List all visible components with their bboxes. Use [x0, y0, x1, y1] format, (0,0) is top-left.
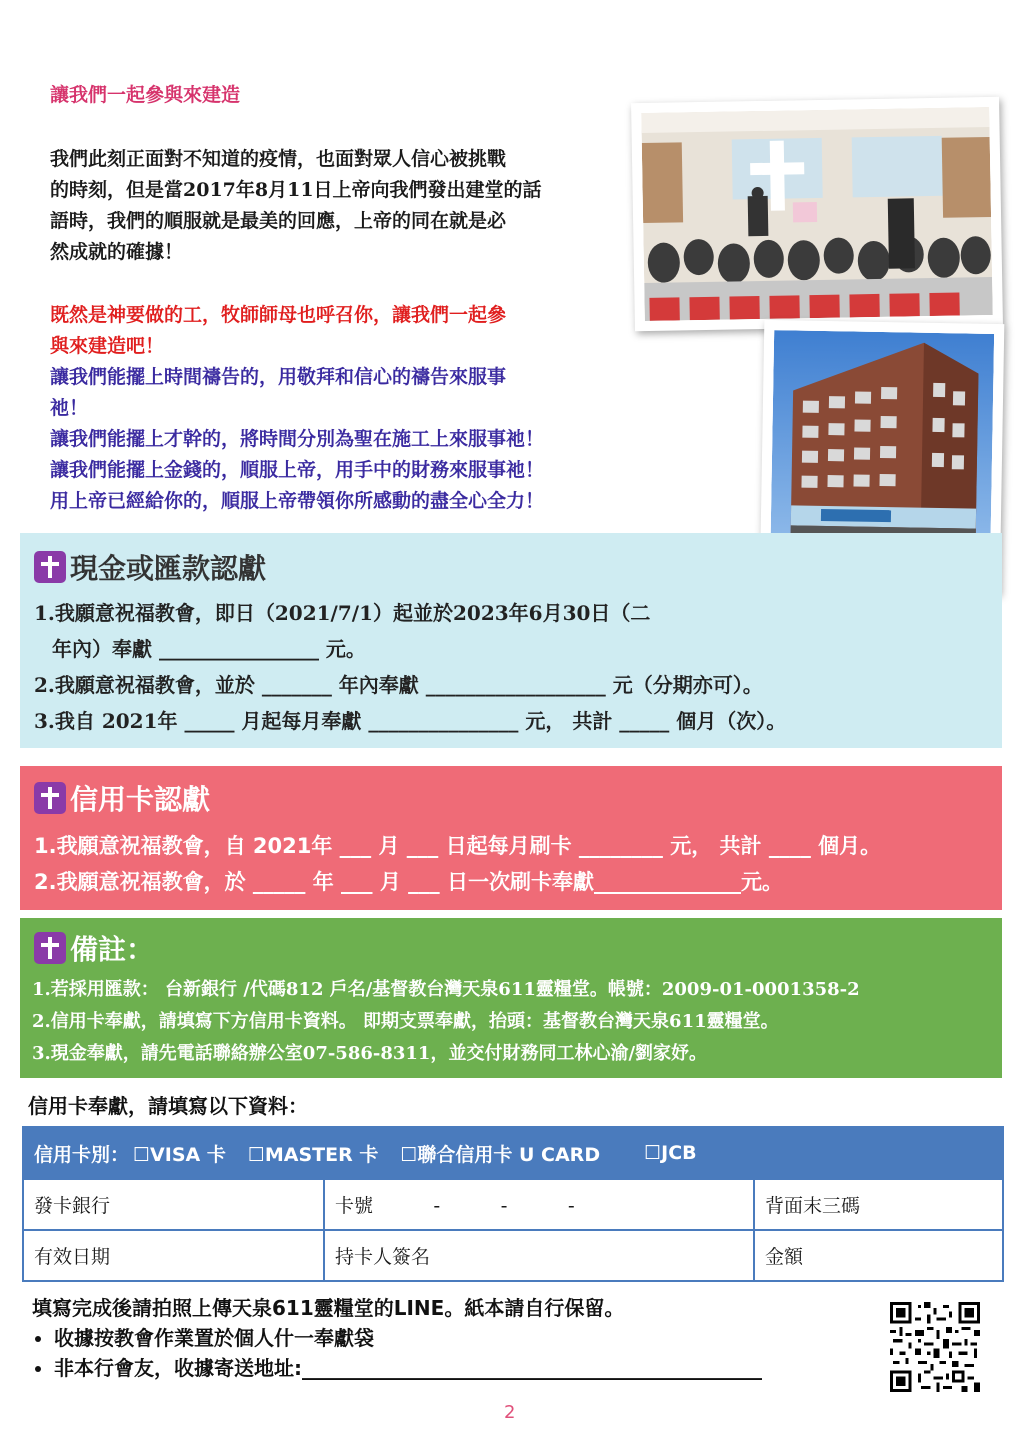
cash-title-text: 現金或匯款認獻 [70, 552, 267, 585]
call-blue-line: 讓我們能擺上時間禱告的，用敬拜和信心的禱告來服事 [50, 366, 507, 388]
card-form-row [24, 1229, 1002, 1280]
card-type-label: 信用卡別： [34, 1143, 130, 1166]
call-red-line: 與來建造吧！ [50, 335, 165, 357]
card-form-heading: 信用卡奉獻，請填寫以下資料： [28, 1094, 308, 1118]
card-type-ucard-checkbox[interactable]: ☐聯合信用卡 U CARD [400, 1143, 601, 1166]
credit-line: 1.我願意祝福教會，自 2021年 ___ 月 ___ 日起每月刷卡 ________ 元， 共計 ____ 個月。 [34, 834, 882, 858]
footer-bullets [32, 1323, 762, 1383]
cross-icon [34, 932, 66, 964]
cash-pledge-title [34, 547, 266, 587]
notes-section [20, 918, 1002, 1078]
card-type-row [24, 1128, 1002, 1178]
intro-heading: 讓我們一起參與來建造 [50, 84, 241, 106]
notes-line: 2.信用卡奉獻，請填寫下方信用卡資料。 即期支票奉獻，抬頭：基督教台灣天泉611靈糧堂。 [32, 1011, 779, 1032]
notes-title [34, 928, 154, 968]
intro-line: 然成就的確據！ [50, 241, 184, 263]
expiry-date-field[interactable]: 有效日期 [24, 1231, 325, 1280]
card-type-jcb-checkbox[interactable]: ☐JCB [644, 1142, 697, 1164]
cash-pledge-lines [34, 595, 786, 739]
footer-bullet: • 收據按教會作業置於個人什一奉獻袋 [54, 1323, 762, 1353]
cash-line: 3.我自 2021年 _____ 月起每月奉獻 _______________ 元， 共計 _____ 個月（次）。 [34, 709, 787, 733]
intro-line: 我們此刻正面對不知道的疫情，也面對眾人信心被挑戰 [50, 148, 507, 170]
intro-line: 語時，我們的順服就是最美的回應，上帝的同在就是必 [50, 210, 507, 232]
cash-line: 1.我願意祝福教會，即日（2021/7/1）起並於2023年6月30日（二 [34, 601, 651, 625]
cvv-field[interactable]: 背面末三碼 [765, 1195, 861, 1217]
card-type-visa-checkbox[interactable]: ☐VISA 卡 [133, 1143, 226, 1166]
cross-icon [34, 551, 66, 583]
congregation-photo-image [641, 107, 993, 321]
cash-line: 2.我願意祝福教會，並於 _______ 年內奉獻 __________________ 元（分期亦可）。 [34, 673, 763, 697]
notes-lines [32, 974, 860, 1070]
card-form-table [22, 1126, 1004, 1282]
cash-line: 年內）奉獻 ________________ 元。 [52, 637, 366, 661]
page-number: 2 [504, 1402, 516, 1423]
credit-title-text: 信用卡認獻 [70, 783, 211, 816]
call-blue-line: 讓我們能擺上才幹的，將時間分別為聖在施工上來服事祂！ [50, 428, 545, 450]
issuing-bank-field[interactable]: 發卡銀行 [24, 1180, 325, 1229]
notes-title-text: 備註： [70, 933, 155, 966]
intro-paragraph [50, 144, 620, 268]
notes-line: 1.若採用匯款： 台新銀行 /代碼812 戶名/基督教台灣天泉611靈糧堂。帳號：2009-01-0001358-2 [32, 979, 860, 1000]
card-number-field[interactable]: 卡號 - - - [325, 1180, 755, 1229]
card-form-row [24, 1178, 1002, 1229]
notes-line: 3.現金奉獻，請先電話聯絡辦公室07-586-8311，並交付財務同工林心渝/劉家妤。 [32, 1043, 708, 1064]
cardholder-signature-field[interactable]: 持卡人簽名 [325, 1231, 755, 1280]
credit-pledge-section [20, 766, 1002, 910]
footer-bullet: • 非本行會友，收據寄送地址:______________________________________________ [54, 1353, 762, 1383]
credit-pledge-title [34, 778, 210, 818]
congregation-photo [631, 97, 1003, 331]
call-blue-line: 讓我們能擺上金錢的，順服上帝，用手中的財務來服事祂！ [50, 459, 545, 481]
credit-line: 2.我願意祝福教會，於 _____ 年 ___ 月 ___ 日一次刷卡奉獻______________元。 [34, 870, 783, 894]
footer-instructions [32, 1293, 762, 1383]
line-qr-code[interactable] [890, 1302, 980, 1392]
intro-line: 的時刻，但是當2017年8月11日上帝向我們發出建堂的話 [50, 179, 542, 201]
credit-pledge-lines [34, 828, 881, 900]
cash-pledge-section [20, 533, 1002, 748]
call-red-line: 既然是神要做的工，牧師師母也呼召你，讓我們一起參 [50, 304, 507, 326]
cross-icon [34, 782, 66, 814]
amount-field[interactable]: 金額 [765, 1246, 804, 1268]
call-to-action [50, 300, 640, 517]
call-blue-line: 用上帝已經給你的，順服上帝帶領你所感動的盡全心全力！ [50, 490, 545, 512]
footer-line: 填寫完成後請拍照上傳天泉611靈糧堂的LINE。紙本請自行保留。 [32, 1296, 625, 1320]
card-type-master-checkbox[interactable]: ☐MASTER 卡 [247, 1143, 379, 1166]
call-blue-line: 祂！ [50, 397, 89, 419]
